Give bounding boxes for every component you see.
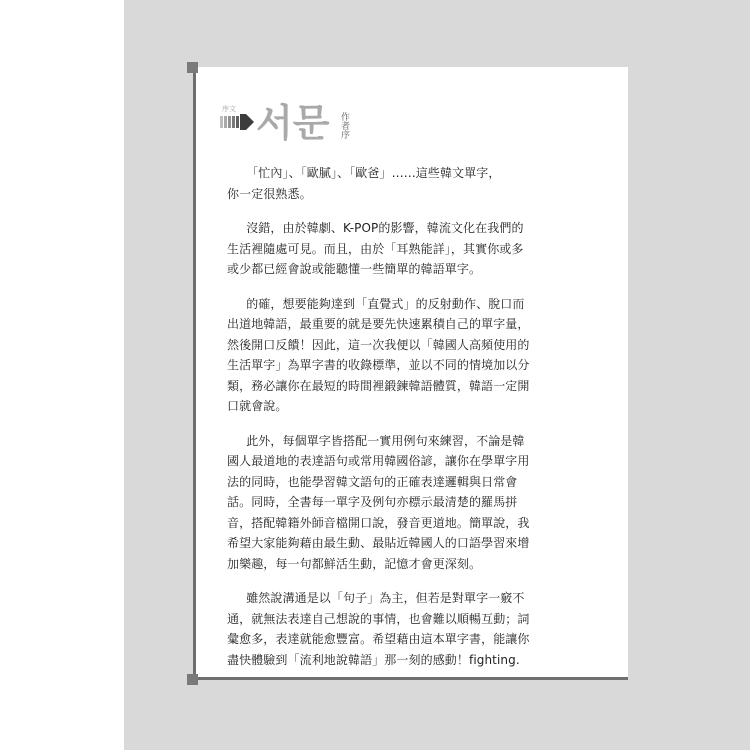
paragraph-4: [227, 431, 559, 575]
text-line: 希望大家能夠藉由最生動、最貼近韓國人的口語學習來增: [227, 536, 530, 550]
paragraph-2: [227, 218, 559, 280]
text-line: 彙愈多，表達就能愈豐富。希望藉由這本單字書，能讓你: [227, 632, 530, 646]
text-line: 的確，想要能夠達到「直覺式」的反射動作、脫口而: [246, 296, 525, 311]
text-line: 生活裡隨處可見。而且，由於「耳熟能詳」，其實你或多: [227, 241, 524, 256]
corner-marker-bottom: [187, 674, 198, 685]
preface-body: [227, 163, 559, 684]
text-line: 口就會說。: [227, 399, 288, 413]
paragraph-1: [227, 163, 559, 204]
text-line: 通，就無法表達自己想說的事情，也會難以順暢互動；詞: [227, 611, 530, 626]
text-line: 「忙內」、「歐膩」、「歐爸」……這些韓文單字，: [246, 166, 501, 180]
text-line: 類，務必讓你在最短的時間裡鍛鍊韓語體質，韓語一定開: [227, 378, 530, 393]
preface-heading: [220, 98, 380, 142]
paragraph-5: [227, 588, 559, 670]
text-line: 沒錯，由於韓劇、K-POP的影響，韓流文化在我們的: [246, 221, 524, 235]
text-line: 話。同時，全書每一單字及例句亦標示最清楚的羅馬拼: [227, 495, 518, 509]
text-line: 加樂趣，每一句都鮮活生動，記憶才會更深刻。: [227, 556, 482, 571]
text-line: 生活單字」為單字書的收錄標準，並以不同的情境加以分: [227, 358, 530, 372]
striped-arrow-icon: [220, 104, 254, 130]
preface-heading-graphic: [220, 98, 380, 142]
text-line: 此外，每個單字皆搭配一實用例句來練習，不論是韓: [246, 433, 525, 448]
text-line: 法的同時，也能學習韓文語句的正確表達邏輯與日常會: [227, 474, 518, 489]
heading-small-glyphs: 序文: [222, 105, 236, 113]
text-line: 或少都已經會說或能聽懂一些簡單的韓語單字。: [227, 262, 482, 276]
text-line: 盡快體驗到「流利地說韓語」那一刻的感動！fighting.: [227, 652, 520, 667]
text-line: 你一定很熟悉。: [227, 186, 312, 201]
text-line: 音，搭配韓籍外師音檔開口說，發音更道地。簡單說，我: [227, 515, 530, 530]
heading-vertical-label: 作者序: [339, 112, 349, 139]
text-line: 然後開口反饋！因此，這一次我便以「韓國人高頻使用的: [227, 337, 530, 352]
paragraph-3: [227, 294, 559, 417]
text-line: 雖然說溝通是以「句子」為主，但若是對單字一竅不: [246, 591, 525, 605]
text-line: 國人最道地的表達語句或常用韓國俗諺，讓你在學單字用: [227, 454, 530, 468]
heading-korean-title: 서문: [256, 101, 330, 142]
text-line: 出道地韓語，最重要的就是要先快速累積自己的單字量，: [227, 317, 530, 331]
corner-marker-top: [187, 62, 198, 73]
